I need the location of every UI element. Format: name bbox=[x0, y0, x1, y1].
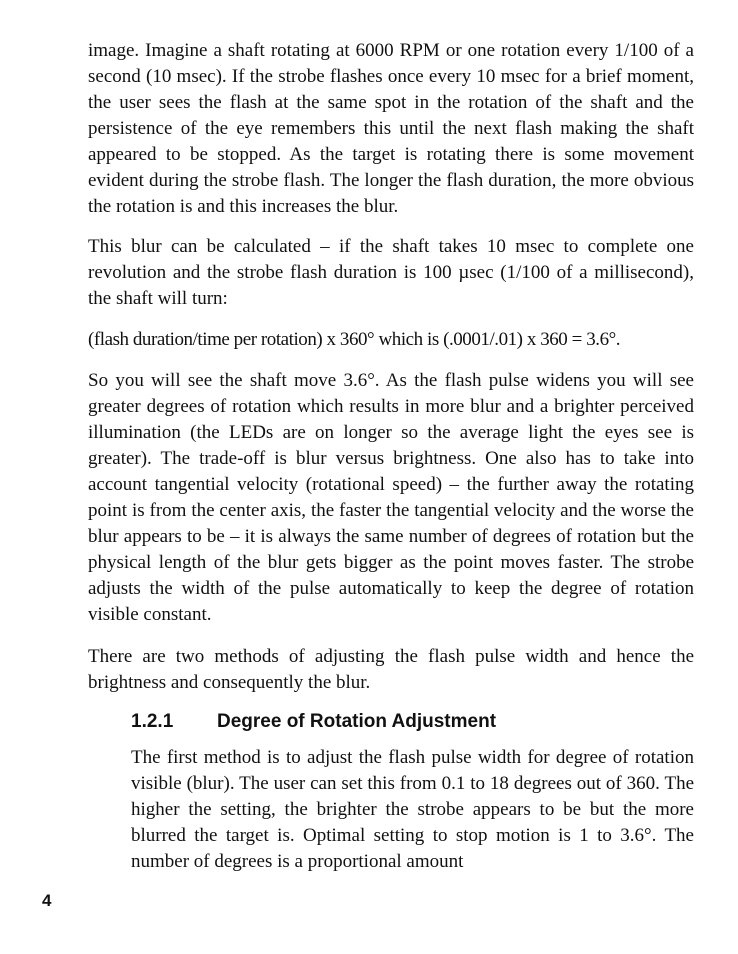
section-number: 1.2.1 bbox=[131, 711, 174, 732]
formula-line: (flash duration/time per rotation) x 360° which is (.0001/.01) x 360 = 3.6°. bbox=[88, 329, 621, 350]
paragraph-blur-vs-brightness: So you will see the shaft move 3.6°. As the flash pulse widens you will see greater degrees of rotation which results in more blur and a brighter perceived illumination (the LEDs are on longer so the average light the eyes see is greater). The trade-off is blur versus brightness. One also has to take into account tangential velocity (rotational speed) – the further away the rotating point is from the center axis, the faster the tangential velocity and the worse the blur appears to be – it is always the same number of degrees of rotation but the physical length of the blur gets bigger as the point moves faster. The strobe adjusts the width of the pulse automatically to keep the degree of rotation visible constant. bbox=[88, 370, 694, 625]
paragraph-degree-of-rotation: The first method is to adjust the flash pulse width for degree of rotation visible (blur). The user can set this from 0.1 to 18 degrees out of 360. The higher the setting, the brighter the strobe appears to be but the more blurred the target is. Optimal setting to stop motion is 1 to 3.6°. The number of degrees is a proportional amount bbox=[131, 747, 694, 872]
section-heading bbox=[131, 710, 496, 734]
section-title: Degree of Rotation Adjustment bbox=[217, 711, 497, 732]
paragraph-adjustment-methods: There are two methods of adjusting the flash pulse width and hence the brightness and consequently the blur. bbox=[88, 646, 694, 693]
page-number: 4 bbox=[42, 891, 52, 910]
paragraph-strobe-rotation-intro: image. Imagine a shaft rotating at 6000 RPM or one rotation every 1/100 of a second (10 msec). If the strobe flashes once every 10 msec for a brief moment, the user sees the flash at the same spot in the rotation of the shaft and the persistence of the eye remembers this until the next flash making the shaft appeared to be stopped. As the target is rotating there is some movement evident during the strobe flash. The longer the flash duration, the more obvious the rotation is and this increases the blur. bbox=[88, 40, 694, 217]
paragraph-blur-calculation: This blur can be calculated – if the shaft takes 10 msec to complete one revolution and the strobe flash duration is 100 µsec (1/100 of a millisecond), the shaft will turn: bbox=[88, 236, 694, 309]
